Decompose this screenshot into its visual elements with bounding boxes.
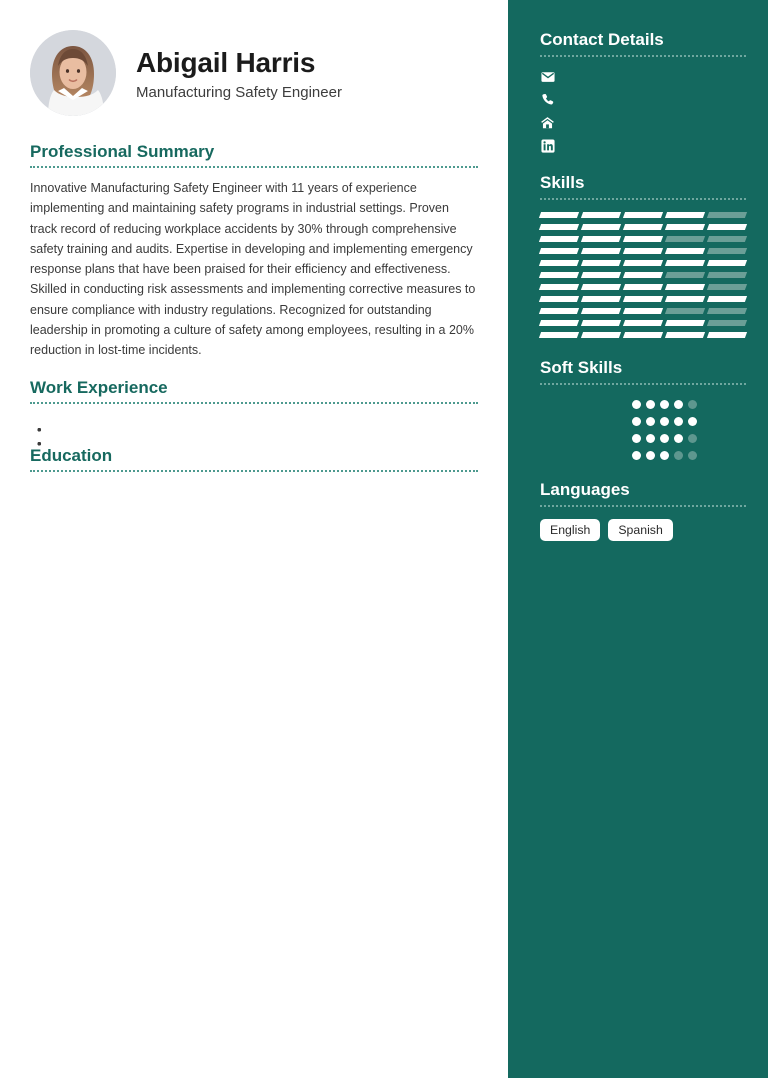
soft-skill-rating	[632, 448, 710, 460]
skill-segment	[707, 320, 747, 326]
language-tag[interactable]: English	[540, 519, 600, 541]
skill-rating-bar	[540, 212, 746, 218]
skill-segment	[665, 320, 705, 326]
section-heading-skills: Skills	[540, 173, 585, 192]
skill-segment	[581, 332, 621, 338]
skills-section	[540, 173, 746, 338]
skill-segment	[623, 272, 663, 278]
skill-segment	[539, 248, 579, 254]
skill-segment	[707, 332, 747, 338]
skill-item	[540, 236, 746, 242]
skill-segment	[623, 284, 663, 290]
resume-header	[30, 30, 478, 116]
skill-segment	[623, 320, 663, 326]
skill-segment	[665, 224, 705, 230]
skill-rating-bar	[540, 308, 746, 314]
soft-skill-item	[540, 448, 746, 460]
skill-rating-bar	[540, 260, 746, 266]
section-divider	[540, 505, 746, 507]
section-heading-soft-skills: Soft Skills	[540, 358, 623, 377]
skill-segment	[623, 332, 663, 338]
avatar	[30, 30, 116, 116]
skill-segment	[581, 248, 621, 254]
skill-rating-bar	[540, 332, 746, 338]
skill-segment	[539, 284, 579, 290]
resume-sidebar	[508, 0, 768, 1078]
education-section	[30, 446, 478, 496]
skill-segment	[539, 224, 579, 230]
soft-skill-item	[540, 431, 746, 443]
soft-skill-rating	[632, 397, 710, 409]
language-tag[interactable]: Spanish	[608, 519, 672, 541]
soft-skill-item	[540, 414, 746, 426]
skill-segment	[539, 296, 579, 302]
skill-segment	[665, 212, 705, 218]
soft-skill-item	[540, 397, 746, 409]
work-experience-section	[30, 378, 478, 428]
contact-item[interactable]	[540, 69, 746, 84]
section-divider	[540, 383, 746, 385]
skill-segment	[539, 308, 579, 314]
linkedin-icon	[540, 138, 555, 153]
rating-dot	[646, 434, 655, 443]
rating-dot	[674, 451, 683, 460]
phone-icon	[540, 92, 555, 107]
professional-summary-section	[30, 142, 478, 360]
skill-segment	[623, 236, 663, 242]
skill-segment	[665, 272, 705, 278]
skill-item	[540, 248, 746, 254]
rating-dot	[646, 400, 655, 409]
skill-segment	[707, 284, 747, 290]
skill-segment	[581, 308, 621, 314]
skill-rating-bar	[540, 320, 746, 326]
rating-dot	[632, 434, 641, 443]
rating-dot	[646, 417, 655, 426]
skill-item	[540, 308, 746, 314]
skill-segment	[707, 236, 747, 242]
languages-list	[540, 519, 746, 541]
skill-segment	[581, 260, 621, 266]
skill-segment	[581, 224, 621, 230]
skill-rating-bar	[540, 284, 746, 290]
rating-dot	[688, 417, 697, 426]
section-divider	[540, 198, 746, 200]
page-title: Abigail Harris	[136, 47, 316, 79]
skill-segment	[665, 284, 705, 290]
soft-skills-list	[540, 397, 746, 460]
rating-dot	[660, 451, 669, 460]
education-list	[30, 482, 478, 496]
profile-photo-icon	[30, 30, 116, 116]
skill-segment	[707, 212, 747, 218]
rating-dot	[660, 417, 669, 426]
contact-item[interactable]	[540, 92, 746, 107]
rating-dot	[646, 451, 655, 460]
section-heading-experience: Work Experience	[30, 378, 168, 398]
contact-item[interactable]	[540, 138, 746, 153]
rating-dot	[688, 400, 697, 409]
rating-dot	[674, 400, 683, 409]
skill-item	[540, 320, 746, 326]
skill-segment	[665, 296, 705, 302]
skill-rating-bar	[540, 236, 746, 242]
skill-segment	[623, 224, 663, 230]
skill-segment	[707, 272, 747, 278]
rating-dot	[660, 400, 669, 409]
skill-segment	[623, 296, 663, 302]
skill-segment	[581, 236, 621, 242]
identity-block	[136, 45, 342, 100]
skill-segment	[665, 260, 705, 266]
skill-item	[540, 212, 746, 218]
skill-segment	[581, 284, 621, 290]
skill-segment	[707, 308, 747, 314]
rating-dot	[688, 451, 697, 460]
section-divider	[30, 402, 478, 404]
contact-item[interactable]	[540, 115, 746, 130]
rating-dot	[632, 400, 641, 409]
rating-dot	[660, 434, 669, 443]
skill-segment	[539, 320, 579, 326]
section-divider	[540, 55, 746, 57]
skill-segment	[539, 212, 579, 218]
envelope-icon	[540, 69, 555, 84]
skill-segment	[581, 212, 621, 218]
skill-segment	[665, 332, 705, 338]
skill-segment	[665, 308, 705, 314]
experience-list	[30, 414, 478, 428]
skill-segment	[623, 260, 663, 266]
skill-item	[540, 272, 746, 278]
skill-segment	[665, 248, 705, 254]
skill-rating-bar	[540, 272, 746, 278]
job-title: Manufacturing Safety Engineer	[136, 83, 342, 101]
skill-segment	[707, 296, 747, 302]
skill-segment	[539, 272, 579, 278]
rating-dot	[688, 434, 697, 443]
rating-dot	[674, 434, 683, 443]
contact-details-section	[540, 30, 746, 153]
section-heading-languages: Languages	[540, 480, 630, 499]
skill-segment	[707, 248, 747, 254]
skills-list	[540, 212, 746, 338]
skill-segment	[707, 224, 747, 230]
contact-list	[540, 69, 746, 153]
skill-segment	[539, 332, 579, 338]
section-heading-summary: Professional Summary	[30, 142, 215, 161]
skill-segment	[623, 308, 663, 314]
skill-segment	[581, 272, 621, 278]
skill-segment	[707, 260, 747, 266]
soft-skill-rating	[632, 414, 710, 426]
rating-dot	[674, 417, 683, 426]
skill-item	[540, 332, 746, 338]
skill-segment	[623, 248, 663, 254]
rating-dot	[632, 417, 641, 426]
skill-item	[540, 224, 746, 230]
skill-segment	[665, 236, 705, 242]
home-icon	[540, 115, 555, 130]
skill-segment	[623, 212, 663, 218]
skill-item	[540, 296, 746, 302]
skill-segment	[539, 260, 579, 266]
soft-skill-rating	[632, 431, 710, 443]
summary-text: Innovative Manufacturing Safety Engineer with 11 years of experience implementing and maintaining safety programs in industrial settings. Proven track record of reducing workplace accidents by 30% through comprehensive safety training and audits. Expertise in developing and implementing emergency response plans that have been praised for their efficiency and effectiveness. Skilled in conducting risk assessments and implementing corrective measures to ensure compliance with industry regulations. Recognized for outstanding leadership in promoting a culture of safety among employees, resulting in a 20% reduction in lost-time incidents.	[30, 181, 476, 357]
skill-rating-bar	[540, 224, 746, 230]
languages-section	[540, 480, 746, 541]
section-heading-contact: Contact Details	[540, 30, 664, 49]
rating-dot	[632, 451, 641, 460]
soft-skills-section	[540, 358, 746, 460]
skill-rating-bar	[540, 296, 746, 302]
skill-segment	[581, 320, 621, 326]
skill-item	[540, 260, 746, 266]
section-divider	[30, 166, 478, 168]
skill-rating-bar	[540, 248, 746, 254]
skill-segment	[581, 296, 621, 302]
skill-segment	[539, 236, 579, 242]
section-heading-education: Education	[30, 446, 113, 466]
section-divider	[30, 470, 478, 472]
skill-item	[540, 284, 746, 290]
